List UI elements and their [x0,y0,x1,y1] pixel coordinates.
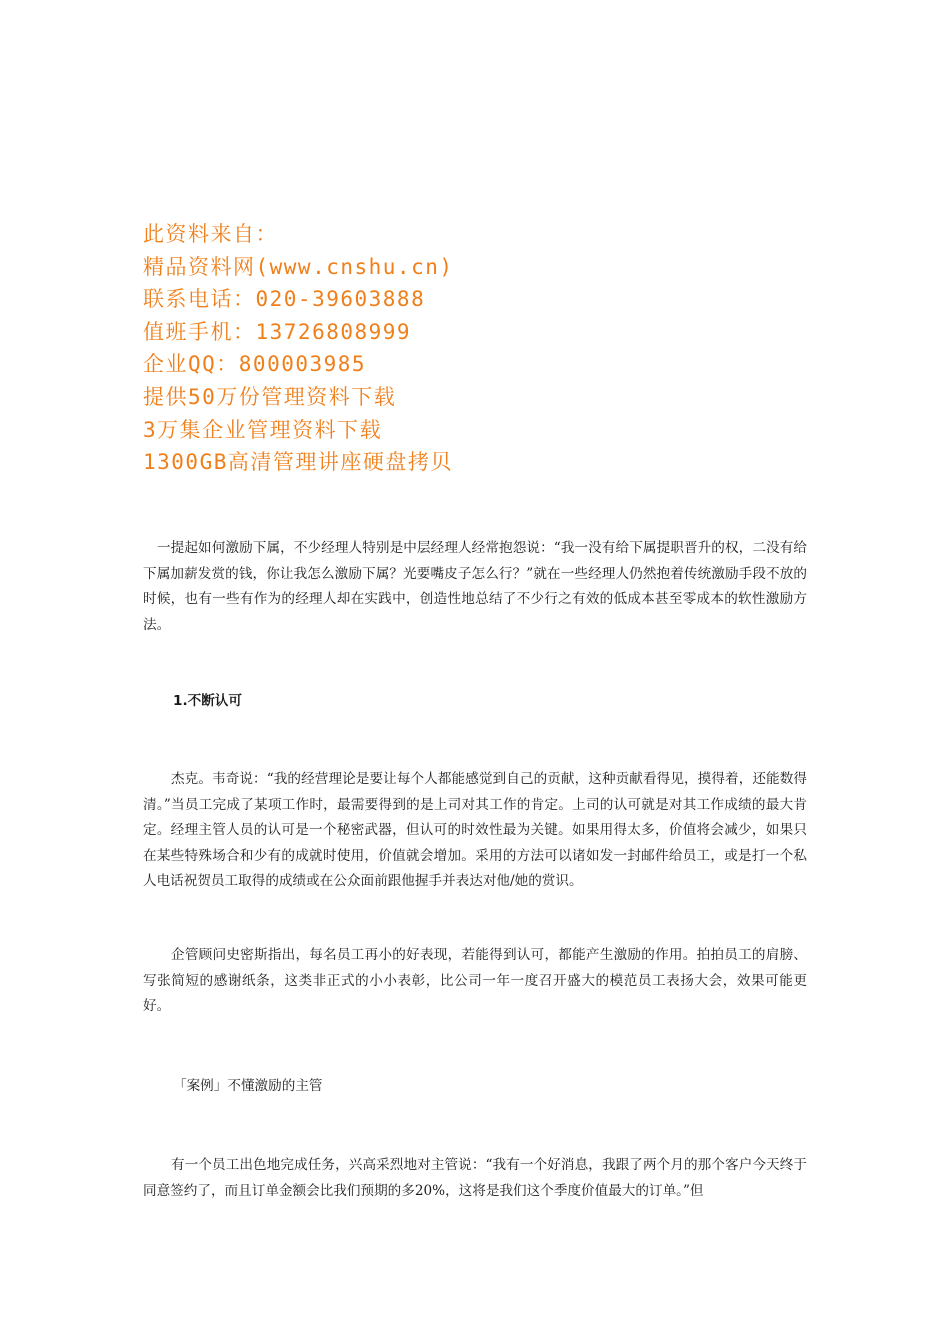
promo-website-line: 精品资料网(www.cnshu.cn) [143,254,454,279]
intro-paragraph: 一提起如何激励下属，不少经理人特别是中层经理人经常抱怨说：“我一没有给下属提职晋升的权，二没有给下属加薪发赏的钱，你让我怎么激励下属？光要嘴皮子怎么行？”就在一些经理人仍然抱着传统激励手段不放的时候，也有一些有作为的经理人却在实践中，创造性地总结了不少行之有效的低成本甚至零成本的软性激励方法。 [143,540,807,633]
body-paragraph-1: 杰克。韦奇说：“我的经营理论是要让每个人都能感觉到自己的贡献，这种贡献看得见，摸得着，还能数得清。”当员工完成了某项工作时，最需要得到的是上司对其工作的肯定。上司的认可就是对其工作成绩的最大肯定。经理主管人员的认可是一个秘密武器，但认可的时效性最为关键。如果用得太多，价值将会减少，如果只在某些特殊场合和少有的成就时使用，价值就会增加。采用的方法可以诸如发一封邮件给员工，或是打一个私人电话祝贺员工取得的成绩或在公众面前跟他握手并表达对他/她的赏识。 [143,771,807,890]
case-heading: 「案例」不懂激励的主管 [173,1078,323,1094]
promo-mobile-line: 值班手机：13726808999 [143,319,412,344]
promo-offer-line-1: 提供50万份管理资料下载 [143,384,397,409]
promo-offer-line-2: 3万集企业管理资料下载 [143,417,383,442]
promo-offer-line-3: 1300GB高清管理讲座硬盘拷贝 [143,450,453,475]
promo-phone-line: 联系电话：020-39603888 [143,287,426,312]
source-promo-block [143,218,454,479]
promo-source-line: 此资料来自： [143,222,278,246]
section-heading: 1.不断认可 [173,693,242,709]
body-paragraph-2: 企管顾问史密斯指出，每名员工再小的好表现，若能得到认可，都能产生激励的作用。拍拍员工的肩膀、写张简短的感谢纸条，这类非正式的小小表彰，比公司一年一度召开盛大的模范员工表扬大会，效果可能更好。 [143,947,807,1015]
promo-qq-line: 企业QQ：800003985 [143,352,367,377]
body-paragraph-3: 有一个员工出色地完成任务，兴高采烈地对主管说：“我有一个好消息，我跟了两个月的那个客户今天终于同意签约了，而且订单金额会比我们预期的多20%，这将是我们这个季度价值最大的订单。”但 [143,1157,807,1199]
